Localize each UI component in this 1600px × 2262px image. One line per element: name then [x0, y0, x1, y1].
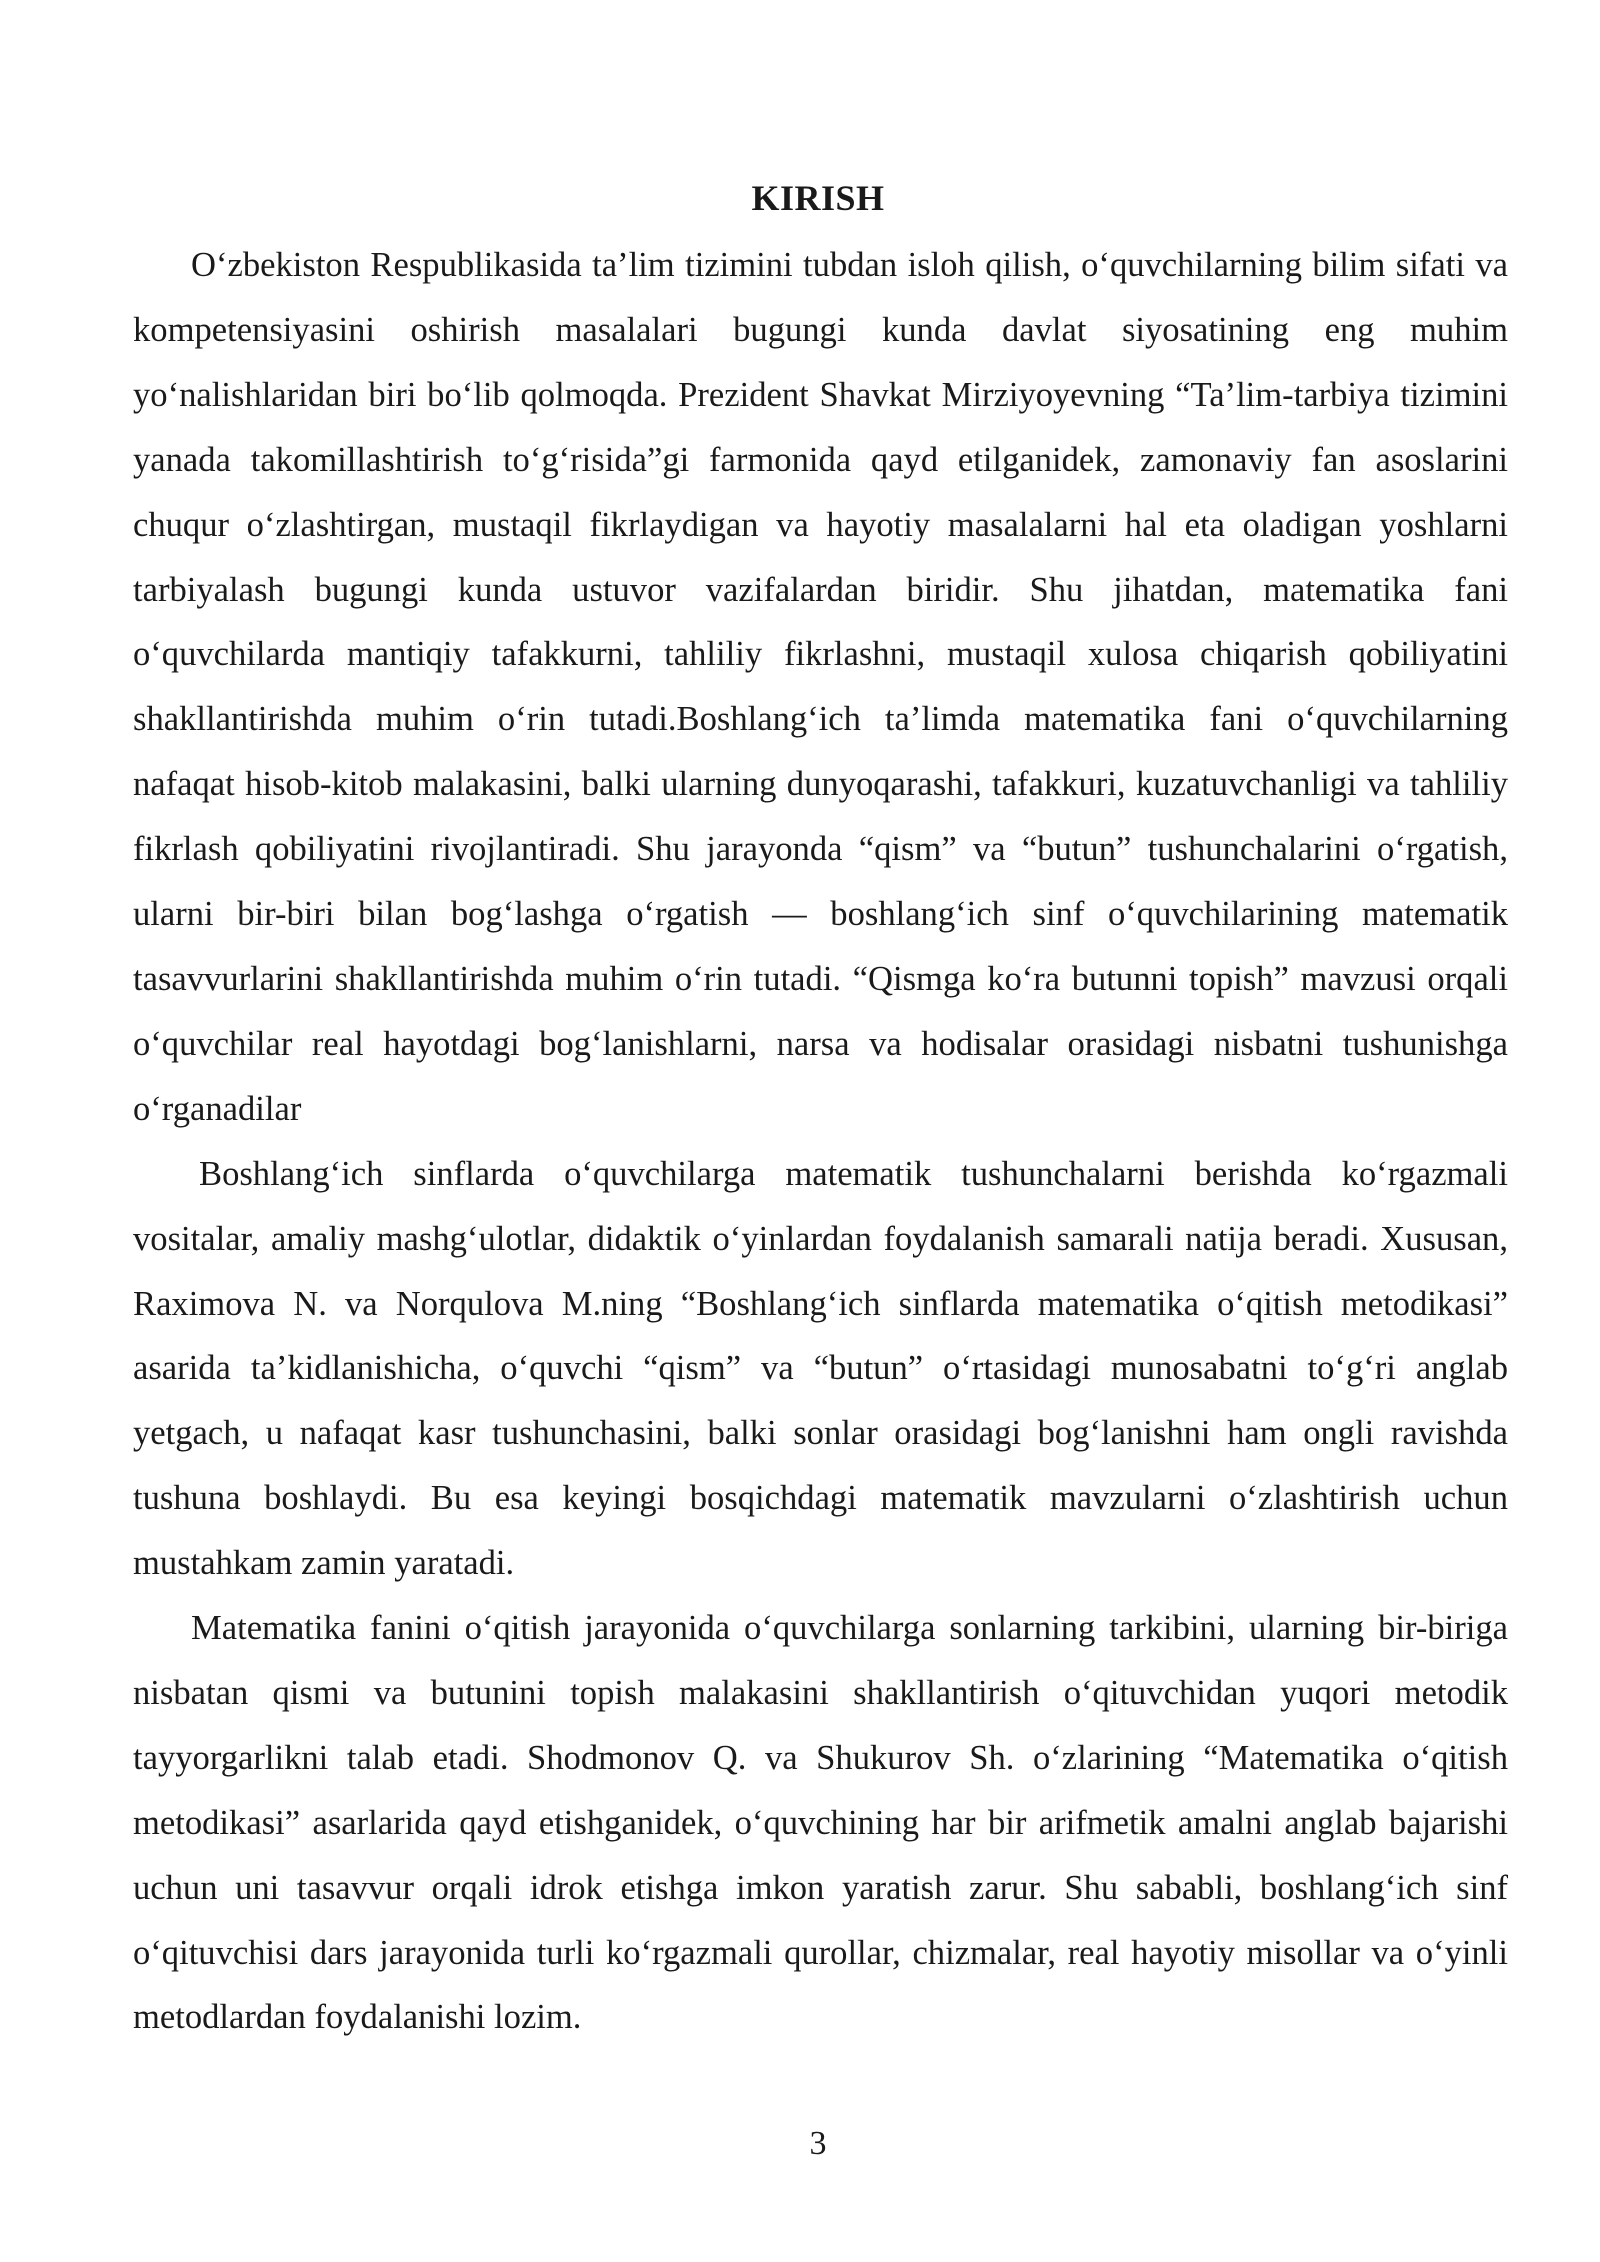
body-text — [133, 233, 1508, 2050]
paragraph-2: Boshlang‘ich sinflarda o‘quvchilarga matematik tushunchalarni berishda ko‘rgazmali vositalar, amaliy mashg‘ulotlar, didaktik o‘yinlardan foydalanish samarali natija beradi. Xususan, Raximova N. va Norqulova M.ning “Boshlang‘ich sinflarda matematika o‘qitish metodikasi” asarida ta’kidlanishicha, o‘quvchi “qism” va “butun” o‘rtasidagi munosabatni to‘g‘ri anglab yetgach, u nafaqat kasr tushunchasini, balki sonlar orasidagi bog‘lanishni ham ongli ravishda tushuna boshlaydi. Bu esa keyingi bosqichdagi matematik mavzularni o‘zlashtirish uchun mustahkam zamin yaratadi. — [133, 1154, 1508, 1583]
section-title: KIRISH — [751, 178, 885, 219]
page-number: 3 — [809, 2125, 827, 2162]
paragraph-3: Matematika fanini o‘qitish jarayonida o‘quvchilarga sonlarning tarkibini, ularning bir-biriga nisbatan qismi va butunini topish malakasini shakllantirish o‘qituvchidan yuqori metodik tayyorgarlikni talab etadi. Shodmonov Q. va Shukurov Sh. o‘zlarining “Matematika o‘qitish metodikasi” asarlarida qayd etishganidek, o‘quvchining har bir arifmetik amalni anglab bajarishi uchun uni tasavvur orqali idrok etishga imkon yaratish zarur. Shu sababli, boshlang‘ich sinf o‘qituvchisi dars jarayonida turli ko‘rgazmali qurollar, chizmalar, real hayotiy misollar va o‘yinli metodlardan foydalanishi lozim. — [133, 1609, 1508, 2037]
paragraph-1: O‘zbekiston Respublikasida ta’lim tizimini tubdan isloh qilish, o‘quvchilarning bilim sifati va kompetensiyasini oshirish masalalari bugungi kunda davlat siyosatining eng muhim yo‘nalishlaridan biri bo‘lib qolmoqda. Prezident Shavkat Mirziyoyevning “Ta’lim-tarbiya tizimini yanada takomillashtirish to‘g‘risida”gi farmonida qayd etilganidek, zamonaviy fan asoslarini chuqur o‘zlashtirgan, mustaqil fikrlaydigan va hayotiy masalalarni hal eta oladigan yoshlarni tarbiyalash bugungi kunda ustuvor vazifalardan biridir. Shu jihatdan, matematika fani o‘quvchilarda mantiqiy tafakkurni, tahliliy fikrlashni, mustaqil xulosa chiqarish qobiliyatini shakllantirishda muhim o‘rin tutadi.Boshlang‘ich ta’limda matematika fani o‘quvchilarning nafaqat hisob-kitob malakasini, balki ularning dunyoqarashi, tafakkuri, kuzatuvchanligi va tahliliy fikrlash qobiliyatini rivojlantiradi. Shu jarayonda “qism” va “butun” tushunchalarini o‘rgatish, ularni bir-biri bilan bog‘lashga o‘rgatish — boshlang‘ich sinf o‘quvchilarining matematik tasavvurlarini shakllantirishda muhim o‘rin tutadi. “Qismga ko‘ra butunni topish” mavzusi orqali o‘quvchilar real hayotdagi bog‘lanishlarni, narsa va hodisalar orasidagi nisbatni tushunishga o‘rganadilar — [133, 246, 1508, 1128]
